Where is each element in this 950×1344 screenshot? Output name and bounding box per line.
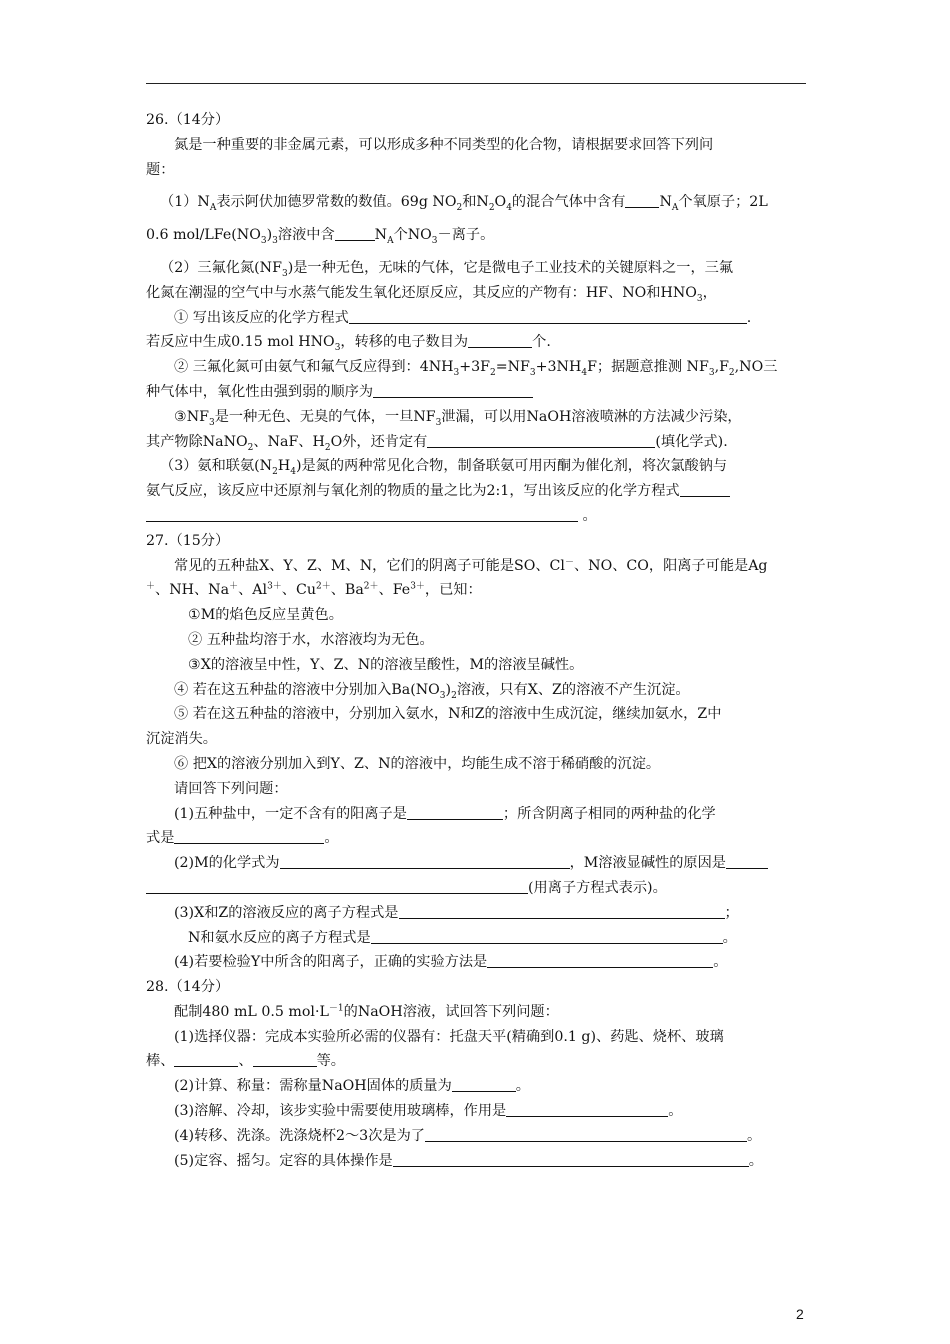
answer-blank[interactable] [146, 878, 528, 894]
answer-blank[interactable] [468, 332, 532, 348]
q27-header: 27.（15分） [146, 532, 230, 549]
q26-part3: （3）氨和联氨$(N_2H_4)$是氮的两种常见化合物，制备联氨可用丙酮为催化剂，将次氯酸钠与 [160, 458, 728, 478]
q27-cond-3: ③X的溶液呈中性，Y、Z、N的溶液呈酸性，M的溶液呈碱性。 [188, 656, 584, 673]
answer-blank[interactable] [407, 804, 503, 820]
document-body [146, 108, 808, 1173]
answer-blank[interactable] [393, 1151, 749, 1167]
header-rule [146, 83, 806, 84]
q28-step-2: (2)计算、称量：需称量NaOH固体的质量为 。 [174, 1078, 530, 1095]
q28-step-3: (3)溶解、冷却，该步实验中需要使用玻璃棒，作用是 。 [174, 1103, 683, 1120]
q26-part2-line2: 化氮在潮湿的空气中与水蒸气能发生氧化还原反应，其反应的产物有：HF、NO和$HNO_3$， [146, 284, 717, 304]
answer-blank[interactable] [680, 481, 730, 497]
answer-blank[interactable] [452, 1076, 516, 1092]
q26-part1-line1: $(1)N_A$表示阿伏加德罗常数的数值。69g $NO_2$和$N_2O_4$的混合气体中含有 $N_A$个氧原子；2L [160, 194, 768, 214]
q26-intro: 氮是一种重要的非金属元素，可以形成多种不同类型的化合物，请根据要求回答下列问 [174, 136, 714, 153]
q28-step-5: (5)定容、摇匀。定容的具体操作是 。 [174, 1152, 763, 1169]
q26-part1-line2: 0.6 mol/$LFe(NO_3)_3$溶液中含 $N_A$个$NO_3-$离子。 [146, 227, 495, 247]
answer-blank[interactable] [253, 1051, 317, 1067]
q26-part2-line1: （2）三氟化氮$(NF_3)$是一种无色，无味的气体，它是微电子工业技术的关键原料之一，三氟 [160, 259, 734, 279]
q27-cond-2: ② 五种盐均溶于水，水溶液均为无色。 [188, 631, 434, 648]
page-number: 2 [796, 1306, 804, 1322]
q27-cond-1: ①M的焰色反应呈黄色。 [188, 607, 343, 624]
answer-blank[interactable] [625, 192, 659, 208]
q26-intro-cont: 题： [146, 161, 175, 178]
q26-sub1: ① 写出该反应的化学方程式 . [174, 309, 752, 326]
q27-q2-cont: (用离子方程式表示)。 [146, 876, 808, 901]
answer-blank[interactable] [726, 853, 768, 869]
answer-blank[interactable] [487, 952, 713, 968]
q27-ask: 请回答下列问题： [174, 780, 288, 797]
q26-header: 26.（14分） [146, 112, 230, 128]
answer-blank[interactable] [174, 828, 324, 844]
q28-step-4: (4)转移、洗涤。洗涤烧杯2～3次是为了 。 [174, 1127, 762, 1144]
q26-part3-end: 。 [146, 504, 808, 529]
q28-header: 28.（14分） [146, 979, 230, 996]
q28-step-1: (1)选择仪器：完成本实验所必需的仪器有：托盘天平(精确到0.1 g)、药匙、烧杯、玻璃 [174, 1028, 724, 1045]
q27-q1: (1)五种盐中，一定不含有的阳离子是 ；所含阴离子相同的两种盐的化学 [174, 805, 716, 822]
answer-blank[interactable] [371, 928, 723, 944]
answer-blank[interactable] [174, 1051, 238, 1067]
answer-blank[interactable] [280, 853, 570, 869]
q26-sub1-cont: 若反应中生成0.15 mol $HNO_3$，转移的电子数目为 个. [146, 334, 551, 354]
q26-sub2-cont: 种气体中，氧化性由强到弱的顺序为 [146, 380, 808, 405]
answer-blank[interactable] [146, 506, 578, 522]
q27-intro-cont: ＋、NH、Na＋、$Al^{3+}$、$Cu^{2+}$、$Ba^{2+}$、$Fe^{3+}$，已知： [146, 581, 482, 599]
q26-part3-cont: 氨气反应，该反应中还原剂与氧化剂的物质的量之比为2:1，写出该反应的化学方程式 [146, 479, 808, 504]
answer-blank[interactable] [427, 432, 655, 448]
answer-blank[interactable] [349, 308, 747, 324]
q27-cond-6: ⑥ 把X的溶液分别加入到Y、Z、N的溶液中，均能生成不溶于稀硝酸的沉淀。 [174, 755, 661, 772]
q27-cond-5-cont: 沉淀消失。 [146, 731, 217, 748]
q27-intro: 常见的五种盐X、Y、Z、M、N，它们的阴离子可能是SO、Cl－、NO、CO，阳离子可能是Ag [174, 556, 768, 574]
q27-cond-4: ④ 若在这五种盐的溶液中分别加入$Ba(NO_3)_2$溶液，只有X、Z的溶液不产生沉淀。 [174, 681, 690, 701]
q27-cond-5: ⑤ 若在这五种盐的溶液中，分别加入氨水，N和Z的溶液中生成沉淀，继续加氨水，Z中 [174, 706, 722, 723]
answer-blank[interactable] [373, 382, 533, 398]
q27-q3-cont: N和氨水反应的离子方程式是 。 [188, 929, 737, 946]
q27-q4: (4)若要检验Y中所含的阳离子，正确的实验方法是 。 [174, 954, 728, 971]
answer-blank[interactable] [425, 1126, 747, 1142]
q26-sub3: $③NF_3$是一种无色、无臭的气体，一旦$NF_3$泄漏，可以用NaOH溶液喷淋的方法减少污染， [174, 408, 742, 428]
answer-blank[interactable] [335, 225, 375, 241]
q27-q2: (2)M的化学式为 ，M溶液显碱性的原因是 [146, 851, 808, 876]
q27-q3: (3)X和Z的溶液反应的离子方程式是 ； [174, 904, 739, 921]
q26-sub3-cont: 其产物除NaNO$_2$、NaF、$H_2O$外，还肯定有 (填化学式). [146, 433, 728, 453]
q28-intro: 配制480 mL 0.5 $mol\cdot L^{-1}$的NaOH溶液，试回答下列问题： [174, 1003, 559, 1020]
answer-blank[interactable] [506, 1101, 668, 1117]
q26-sub2: ② 三氟化氮可由氨气和氟气反应得到：$4NH_3+3F_2=NF_3+3NH_4F$；据题意推测 $NF_3,F_2,NO$三 [174, 359, 778, 378]
q28-step-1-cont: 棒、 、 等。 [146, 1053, 345, 1070]
q27-q1-cont: 式是 。 [146, 830, 339, 847]
answer-blank[interactable] [399, 903, 725, 919]
